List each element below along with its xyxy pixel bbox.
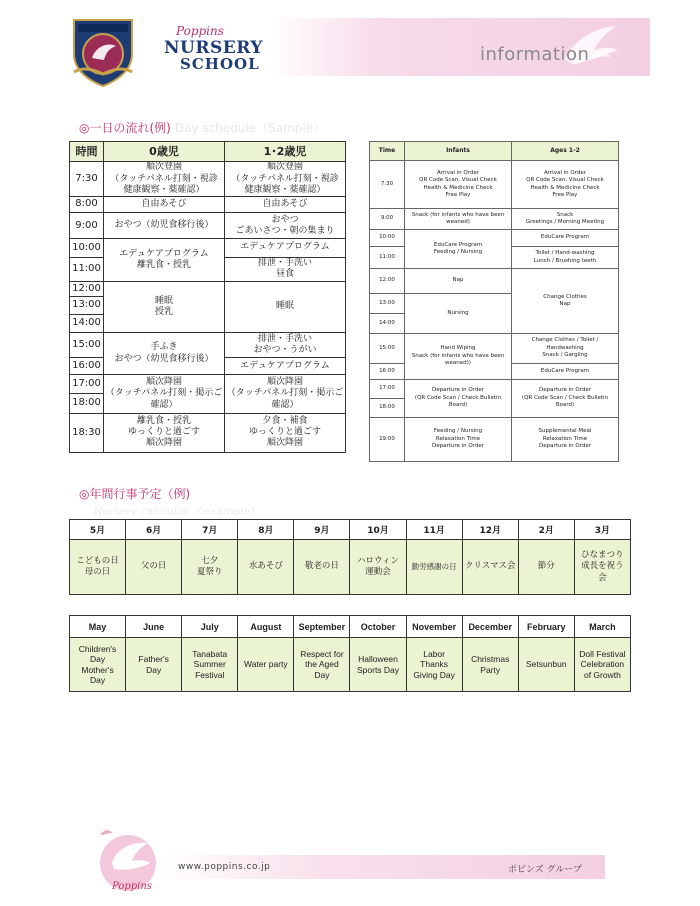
time-cell: 9:00 (70, 213, 104, 239)
schedule-cell: 自由あそび (225, 197, 346, 213)
daily-title-jp: ◎一日の流れ(例) (79, 121, 171, 135)
time-cell: 8:00 (70, 197, 104, 213)
schedule-cell: おやつ（幼児食移行後） (104, 213, 225, 239)
schedule-cell: 自由あそび (104, 197, 225, 213)
schedule-cell: Snack (for infants who have been weaned) (405, 209, 512, 230)
time-cell: 18:30 (70, 413, 104, 452)
schedule-cell: EduCare Program (512, 364, 619, 380)
annual-calendar-en (69, 615, 631, 692)
event-cell: ひなまつり 成長を祝う 会 (574, 540, 630, 595)
schedule-cell: 手ふき おやつ（幼児食移行後） (104, 333, 225, 375)
event-cell: 七夕 夏祭り (182, 540, 238, 595)
header-time: 時間 (70, 142, 104, 162)
event-cell: Christmas Party (462, 638, 518, 692)
schedule-cell: Change Clothes Nap (512, 269, 619, 334)
jp-daily-table (69, 141, 346, 453)
schedule-cell: Toilet / Hand-washing Lunch / Brushing teeth (512, 247, 619, 269)
time-cell: 19:00 (370, 418, 405, 462)
header-infants: Infants (405, 142, 512, 161)
schedule-cell: Change Clothes / Toilet / Handwashing Snack / Gargling (512, 334, 619, 364)
event-cell: Doll Festival Celebration of Growth (574, 638, 630, 692)
nursery-school-logo (68, 12, 263, 88)
event-cell: Father's Day (126, 638, 182, 692)
time-cell: 18:00 (370, 399, 405, 418)
month-header: December (462, 616, 518, 638)
schedule-cell: Supplemental Meal Relaxation Time Departure in Order (512, 418, 619, 462)
month-header: May (70, 616, 126, 638)
annual-calendar-jp (69, 519, 631, 595)
time-cell: 13:00 (70, 296, 104, 314)
time-cell: 11:00 (370, 247, 405, 269)
footer-url[interactable]: www.poppins.co.jp (178, 862, 271, 872)
crest-icon (68, 12, 138, 88)
schedule-cell: Nap (405, 269, 512, 294)
time-cell: 18:00 (70, 394, 104, 413)
time-cell: 7:30 (370, 161, 405, 209)
schedule-cell: Departure in Order (QR Code Scan / Check Bulletin Board) (405, 380, 512, 418)
event-cell: 節分 (518, 540, 574, 595)
logo-school: SCHOOL (180, 55, 260, 73)
month-header: March (574, 616, 630, 638)
month-header: 8月 (238, 520, 294, 540)
time-cell: 12:00 (370, 269, 405, 294)
event-cell: Water party (238, 638, 294, 692)
event-cell: Halloween Sports Day (350, 638, 406, 692)
month-header: 9月 (294, 520, 350, 540)
schedule-cell: EduCare Program (512, 230, 619, 247)
month-header: August (238, 616, 294, 638)
month-header: October (350, 616, 406, 638)
event-cell: クリスマス会 (462, 540, 518, 595)
month-header: 5月 (70, 520, 126, 540)
month-header: June (126, 616, 182, 638)
schedule-cell: Nursing (405, 294, 512, 334)
time-cell: 16:00 (370, 364, 405, 380)
schedule-cell: Arrival in Order QR Code Scan, Visual Check Health & Medicine Check Free Play (512, 161, 619, 209)
event-cell: こどもの日 母の日 (70, 540, 126, 595)
daily-title (79, 119, 325, 136)
schedule-cell: 順次登園 （タッチパネル打刻・視診 健康観察・薬確認） (104, 162, 225, 197)
schedule-cell: EduCare Program Feeding / Nursing (405, 230, 512, 269)
time-cell: 16:00 (70, 358, 104, 375)
time-cell: 11:00 (70, 257, 104, 281)
month-header: 11月 (406, 520, 462, 540)
month-header: 2月 (518, 520, 574, 540)
schedule-cell: 睡眠 (225, 281, 346, 332)
month-header: November (406, 616, 462, 638)
event-cell: Respect for the Aged Day (294, 638, 350, 692)
header-age0: 0歳児 (104, 142, 225, 162)
annual-subtitle: Nursery calendar （example) (94, 505, 255, 518)
schedule-cell: 離乳食・授乳 ゆっくりと過ごす 順次降園 (104, 413, 225, 452)
event-cell: 敬老の日 (294, 540, 350, 595)
month-header: September (294, 616, 350, 638)
header-ages: Ages 1-2 (512, 142, 619, 161)
schedule-cell: 順次登園 （タッチパネル打刻・視診 健康観察・薬確認） (225, 162, 346, 197)
information-heading: information (480, 44, 590, 65)
annual-title: ◎年間行事予定（例) (79, 487, 191, 501)
time-cell: 17:00 (370, 380, 405, 399)
schedule-cell: 排泄・手洗い 昼食 (225, 257, 346, 281)
time-cell: 13:00 (370, 294, 405, 314)
schedule-cell: 順次降園 （タッチパネル打刻・掲示ご確認） (104, 375, 225, 413)
schedule-cell: Arrival in Order QR Code Scan, Visual Check Health & Medicine Check Free Play (405, 161, 512, 209)
event-cell: Tanabata Summer Festival (182, 638, 238, 692)
schedule-cell: エデュケアプログラム 離乳食・授乳 (104, 239, 225, 281)
daily-title-en: Day schedule（Sample） (174, 121, 326, 135)
time-cell: 10:00 (70, 239, 104, 257)
time-cell: 14:00 (70, 314, 104, 332)
event-cell: 勤労感謝の日 (406, 540, 462, 595)
logo-nursery: NURSERY (164, 38, 263, 58)
schedule-cell: おやつ ごあいさつ・朝の集まり (225, 213, 346, 239)
schedule-cell: 夕食・補食 ゆっくりと過ごす 順次降園 (225, 413, 346, 452)
schedule-cell: 順次降園 （タッチパネル打刻・掲示ご確認） (225, 375, 346, 413)
schedule-cell: Snack Greetings / Morning Meeting (512, 209, 619, 230)
schedule-cell: 睡眠 授乳 (104, 281, 225, 332)
time-cell: 17:00 (70, 375, 104, 394)
event-cell: Setsunbun (518, 638, 574, 692)
month-header: 7月 (182, 520, 238, 540)
time-cell: 10:00 (370, 230, 405, 247)
header-age12: 1･2歳児 (225, 142, 346, 162)
time-cell: 9:00 (370, 209, 405, 230)
month-header: 10月 (350, 520, 406, 540)
time-cell: 14:00 (370, 314, 405, 334)
time-cell: 15:00 (70, 333, 104, 358)
month-header: 3月 (574, 520, 630, 540)
schedule-cell: エデュケアプログラム (225, 358, 346, 375)
schedule-cell: Feeding / Nursing Relaxation Time Departure in Order (405, 418, 512, 462)
event-cell: ハロウィン 運動会 (350, 540, 406, 595)
time-cell: 12:00 (70, 281, 104, 296)
schedule-cell: 排泄・手洗い おやつ・うがい (225, 333, 346, 358)
event-cell: 父の日 (126, 540, 182, 595)
schedule-cell: エデュケアプログラム (225, 239, 346, 257)
event-cell: Labor Thanks Giving Day (406, 638, 462, 692)
month-header: February (518, 616, 574, 638)
logo-brand: Poppins (176, 24, 224, 38)
en-daily-table (369, 141, 619, 462)
bird-logo-icon (90, 823, 166, 893)
event-cell: 水あそび (238, 540, 294, 595)
header-time: Time (370, 142, 405, 161)
footer-brand: Poppins (112, 881, 152, 892)
month-header: 12月 (462, 520, 518, 540)
month-header: July (182, 616, 238, 638)
time-cell: 15:00 (370, 334, 405, 364)
event-cell: Children's Day Mother's Day (70, 638, 126, 692)
schedule-cell: Hand Wiping Snack (for infants who have been weaned)) (405, 334, 512, 380)
month-header: 6月 (126, 520, 182, 540)
schedule-cell: Departure in Order (QR Code Scan / Check Bulletin Board) (512, 380, 619, 418)
header-band (270, 18, 650, 76)
time-cell: 7:30 (70, 162, 104, 197)
footer-group-name: ポピンズ グループ (508, 865, 582, 875)
